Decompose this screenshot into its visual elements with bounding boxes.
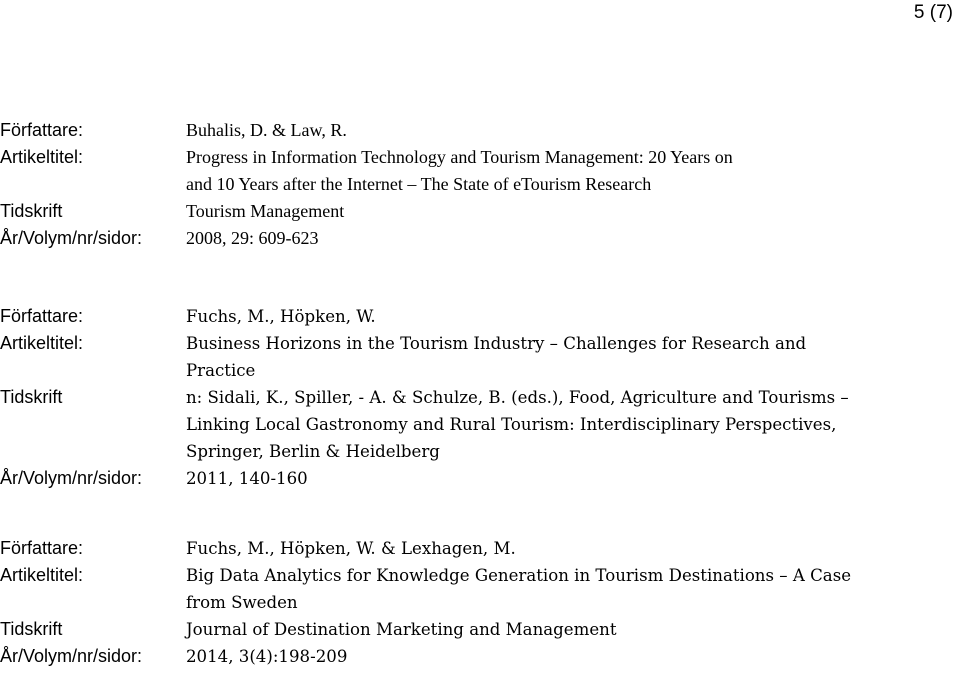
year-volume-row [0,225,960,252]
journal-value: Journal of Destination Marketing and Management [186,620,617,639]
journal-label: Tidskrift [0,387,63,407]
author-value: Fuchs, M., Höpken, W. [186,307,376,326]
reference-entry-1 [0,117,960,252]
journal-row [0,384,960,465]
article-title-row [0,330,960,384]
article-title-label: Artikeltitel: [0,147,84,167]
article-title-row [0,562,960,616]
reference-entry-3 [0,535,960,670]
author-label: Författare: [0,306,84,326]
author-value: Fuchs, M., Höpken, W. & Lexhagen, M. [186,539,516,558]
year-volume-value: 2011, 140-160 [186,469,308,488]
year-volume-label: År/Volym/nr/sidor: [0,228,143,248]
author-value: Buhalis, D. & Law, R. [186,120,347,140]
journal-label: Tidskrift [0,201,63,221]
journal-label: Tidskrift [0,619,63,639]
year-volume-value: 2008, 29: 609-623 [186,228,319,248]
page-number: 5 (7) [913,2,953,23]
author-row [0,303,960,330]
year-volume-row [0,643,960,670]
journal-row [0,198,960,225]
author-row [0,535,960,562]
author-label: Författare: [0,120,84,140]
article-title-value: Progress in Information Technology and Tourism Management: 20 Years on and 10 Years after the Internet – The State of eTourism Research [186,147,733,194]
year-volume-row [0,465,960,492]
journal-row [0,616,960,643]
article-title-label: Artikeltitel: [0,333,84,353]
reference-entry-2 [0,303,960,492]
year-volume-label: År/Volym/nr/sidor: [0,646,143,666]
journal-value: Tourism Management [186,201,345,221]
year-volume-label: År/Volym/nr/sidor: [0,468,143,488]
article-title-label: Artikeltitel: [0,565,84,585]
article-title-row [0,144,960,198]
author-label: Författare: [0,538,84,558]
author-row [0,117,960,144]
article-title-value: Business Horizons in the Tourism Industry – Challenges for Research and Practice [186,334,807,380]
journal-value: n: Sidali, K., Spiller, - A. & Schulze, B. (eds.), Food, Agriculture and Tourisms – Linking Local Gastronomy and Rural Tourism: Interdisciplinary Perspectives, Springer, Berlin & Heidelberg [186,388,849,461]
article-title-value: Big Data Analytics for Knowledge Generation in Tourism Destinations – A Case from Sweden [186,566,852,612]
year-volume-value: 2014, 3(4):198-209 [186,647,348,666]
